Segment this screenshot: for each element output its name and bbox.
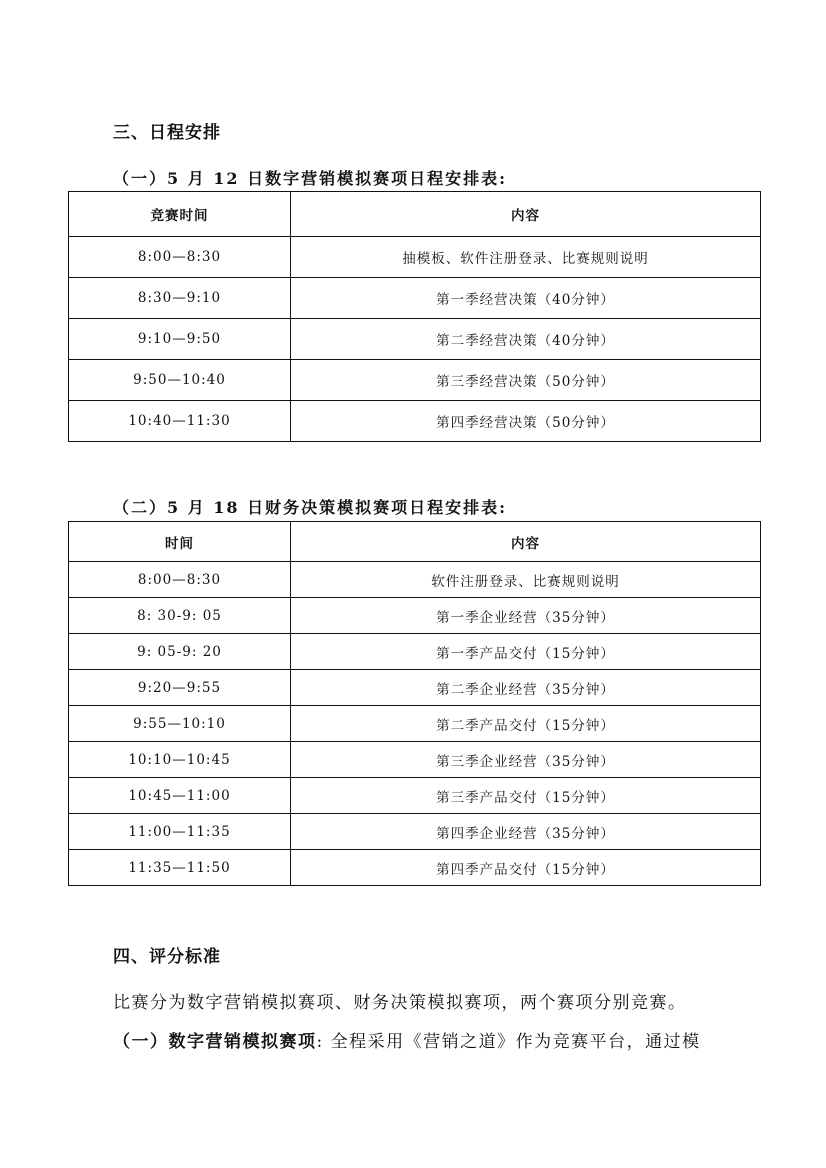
table-row [69,319,761,360]
table-row [69,742,761,778]
table-row [69,401,761,442]
content-cell: 第二季产品交付（15分钟） [291,706,761,742]
time-cell: 9:10—9:50 [69,319,291,360]
table-row [69,360,761,401]
header-cell-time: 时间 [69,522,291,562]
content-cell: 第三季企业经营（35分钟） [291,742,761,778]
header-cell-time: 竞赛时间 [69,192,291,237]
content-cell: 第一季产品交付（15分钟） [291,634,761,670]
time-cell: 8:00—8:30 [69,562,291,598]
header-cell-content: 内容 [291,522,761,562]
schedule-table-2 [68,521,761,886]
table-row [69,278,761,319]
table-row [69,670,761,706]
content-cell: 第四季产品交付（15分钟） [291,850,761,886]
content-cell: 第二季企业经营（35分钟） [291,670,761,706]
time-cell: 8:00—8:30 [69,237,291,278]
table-1-caption: （一）5 月 12 日数字营销模拟赛项日程安排表: [113,169,508,188]
table-2-caption: （二）5 月 18 日财务决策模拟赛项日程安排表: [113,498,508,517]
table-header-row [69,522,761,562]
schedule-table-1 [68,191,761,442]
paragraph-lead-bold: （一）数字营销模拟赛项 [113,1032,317,1052]
table-row [69,778,761,814]
table-row [69,237,761,278]
time-cell: 11:35—11:50 [69,850,291,886]
section-3-heading: 三、日程安排 [113,123,221,143]
section-4-heading: 四、评分标准 [113,947,221,967]
table-header-row [69,192,761,237]
content-cell: 第四季企业经营（35分钟） [291,814,761,850]
content-cell: 第一季经营决策（40分钟） [291,278,761,319]
time-cell: 9: 05-9: 20 [69,634,291,670]
content-cell: 第三季经营决策（50分钟） [291,360,761,401]
time-cell: 11:00—11:35 [69,814,291,850]
content-cell: 抽模板、软件注册登录、比赛规则说明 [291,237,761,278]
time-cell: 10:45—11:00 [69,778,291,814]
table-row [69,814,761,850]
time-cell: 9:20—9:55 [69,670,291,706]
table-row [69,850,761,886]
content-cell: 第二季经营决策（40分钟） [291,319,761,360]
table-row [69,634,761,670]
paragraph-competition-overview: 比赛分为数字营销模拟赛项、财务决策模拟赛项，两个赛项分别竞赛。 [113,993,687,1013]
time-cell: 8: 30-9: 05 [69,598,291,634]
table-row [69,562,761,598]
content-cell: 第四季经营决策（50分钟） [291,401,761,442]
time-cell: 10:10—10:45 [69,742,291,778]
table-row [69,706,761,742]
time-cell: 9:55—10:10 [69,706,291,742]
header-cell-content: 内容 [291,192,761,237]
paragraph-lead-text: : 全程采用《营销之道》作为竞赛平台，通过模 [316,1032,701,1052]
time-cell: 8:30—9:10 [69,278,291,319]
paragraph-digital-marketing [113,1027,701,1052]
table-row [69,598,761,634]
time-cell: 10:40—11:30 [69,401,291,442]
content-cell: 第一季企业经营（35分钟） [291,598,761,634]
content-cell: 软件注册登录、比赛规则说明 [291,562,761,598]
content-cell: 第三季产品交付（15分钟） [291,778,761,814]
time-cell: 9:50—10:40 [69,360,291,401]
